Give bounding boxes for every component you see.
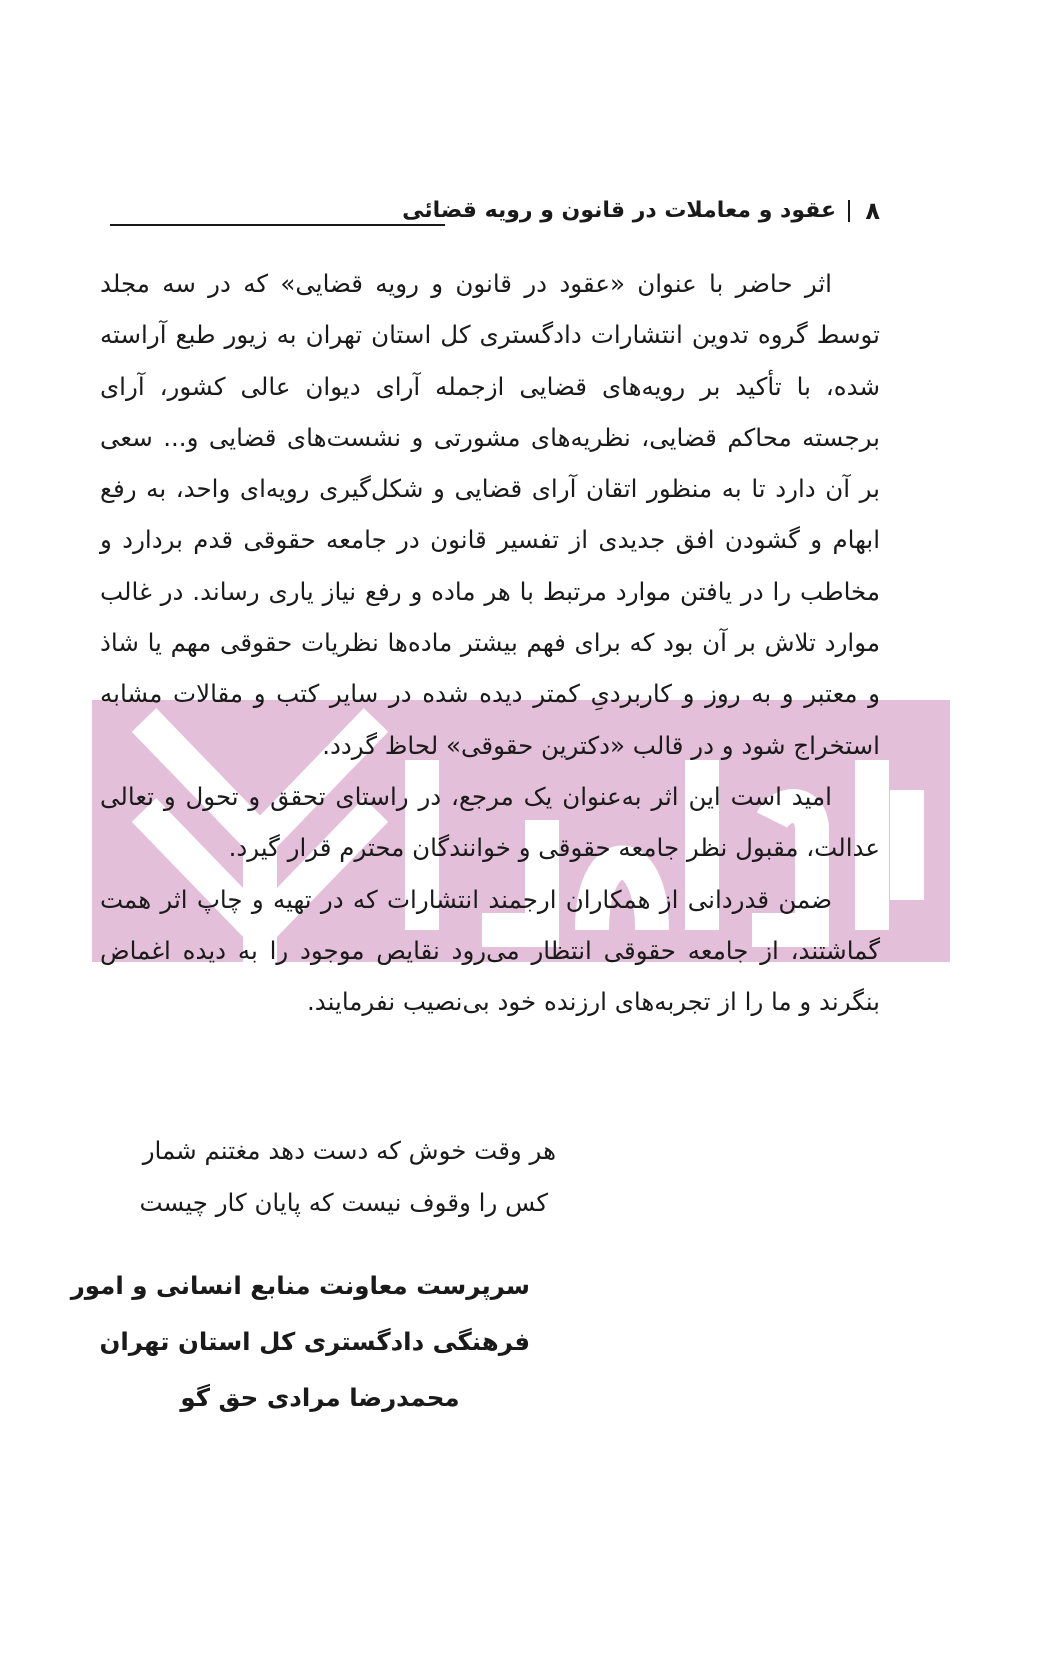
running-title: عقود و معاملات در قانون و رویه قضائی	[402, 198, 836, 223]
poem	[100, 1125, 556, 1229]
signature-title-line-2: فرهنگی دادگستری کل استان تهران	[99, 1327, 530, 1356]
signature-block	[70, 1258, 530, 1426]
paragraph-2: امید است این اثر به‌عنوان یک مرجع، در راستای تحقق و تحول و تعالی عدالت، مقبول نظر جامعه حقوقی و خوانندگان محترم قرار گیرد.	[100, 781, 880, 863]
poem-line-1: هر وقت خوش که دست دهد مغتنم شمار	[142, 1136, 556, 1165]
header-rule	[110, 224, 445, 226]
paragraph-3: ضمن قدردانی از همکاران ارجمند انتشارات که در تهیه و چاپ اثر همت گماشتند، از جامعه حقوقی انتظار می‌رود نقایص موجود را به دیده اغماض بنگرند و ما را از تجربه‌های ارزنده خود بی‌نصیب نفرمایند.	[100, 884, 880, 1017]
header-separator	[848, 200, 850, 222]
page-header	[100, 194, 880, 234]
signature-name: محمدرضا مرادی حق گو	[180, 1383, 460, 1412]
signature-title-line-1: سرپرست معاونت منابع انسانی و امور	[70, 1271, 530, 1300]
page-number: ۸	[865, 197, 880, 225]
paragraph-1: اثر حاضر با عنوان «عقود در قانون و رویه قضایی» که در سه مجلد توسط گروه تدوین انتشارات دادگستری کل استان تهران به زیور طبع آراسته شده، با تأکید بر رویه‌های قضایی ازجمله آرای دیوان عالی کشور، آرای برجسته محاکم قضایی، نظریه‌های مشورتی و نشست‌های قضایی و... سعی بر آن دارد تا به منظور اتقان آرای قضایی و شکل‌گیری رویه‌ای واحد، به رفع ابهام و گشودن افق جدیدی از تفسیر قانون در جامعه حقوقی قدم بردارد و مخاطب را در یافتن موارد مرتبط با هر ماده و رفع نیاز یاری رساند. در غالب موارد تلاش بر آن بود که برای فهم بیشتر ماده‌ها نظریات حقوقی مهم یا شاذ و معتبر و به روز و کاربردیِ کمتر دیده شده در سایر کتب و مقالات مشابه استخراج شود و در قالب «دکترین حقوقی» لحاظ گردد.	[100, 269, 880, 760]
poem-line-2: کس را وقوف نیست که پایان کار چیست	[139, 1188, 548, 1217]
body-text	[100, 258, 880, 1027]
